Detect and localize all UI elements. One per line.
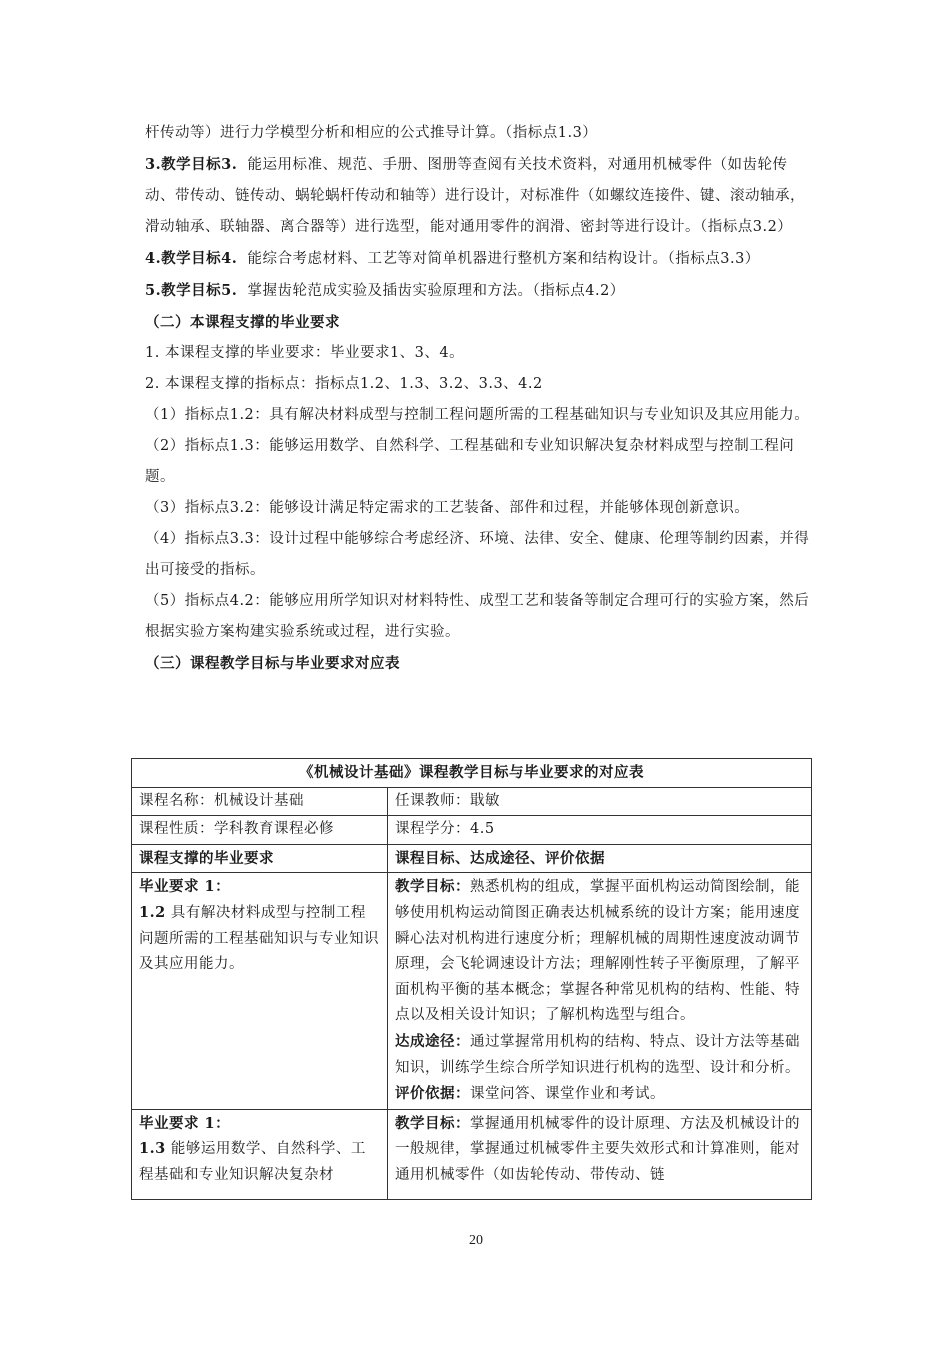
section-heading: （三）课程教学目标与毕业要求对应表 <box>145 655 400 672</box>
indicator-description: 具有解决材料成型与控制工程问题所需的工程基础知识与专业知识及其应用能力。 <box>139 904 379 973</box>
requirement-label: 毕业要求 1： <box>139 1114 231 1132</box>
paragraph: （2）指标点1.3：能够运用数学、自然科学、工程基础和专业知识解决复杂材料成型与控制工程问题。 <box>145 438 795 485</box>
paragraph <box>145 118 813 149</box>
teacher-cell: 任课教师：戢敏 <box>388 787 812 816</box>
goal-cell <box>388 873 812 1109</box>
requirement-cell <box>132 873 388 1109</box>
goal-label: 教学目标： <box>395 878 470 896</box>
paragraph: （1）指标点1.2：具有解决材料成型与控制工程问题所需的工程基础知识与专业知识及其应用能力。 <box>145 407 810 423</box>
paragraph-goal-3 <box>145 149 813 243</box>
table-row <box>132 873 812 1109</box>
indicator-number: 1.3 <box>139 1140 166 1158</box>
section-heading: （二）本课程支撑的毕业要求 <box>145 314 340 331</box>
goal-label: 教学目标： <box>395 1114 470 1132</box>
achievement-path <box>395 1029 804 1081</box>
requirement-label: 毕业要求 1： <box>139 878 231 896</box>
goal-label: 5.教学目标5. <box>145 282 238 299</box>
goal-text: 掌握通用机械零件的设计原理、方法及机械设计的一般规律，掌握通过机械零件主要失效形式和计算准则，能对通用机械零件（如齿轮传动、带传动、链 <box>395 1115 800 1183</box>
indicator-text <box>139 900 380 978</box>
eval-label: 评价依据： <box>395 1085 470 1103</box>
paragraph: （4）指标点3.3：设计过程中能够综合考虑经济、环境、法律、安全、健康、伦理等制约因素，并得出可接受的指标。 <box>145 531 810 578</box>
course-nature-cell: 课程性质：学科教育课程必修 <box>132 816 388 845</box>
teaching-goal <box>395 874 804 1029</box>
credits-cell: 课程学分：4.5 <box>388 816 812 845</box>
goal-text: 熟悉机构的组成，掌握平面机构运动简图绘制，能够使用机构运动简图正确表达机械系统的设计方案；能用速度瞬心法对机构进行速度分析；理解机械的周期性速度波动调节原理，会飞轮调速设计方法；理解刚性转子平衡原理，了解平面机构平衡的基本概念；掌握各种常见机构的结构、性能、特点以及相关设计知识；了解机构选型与组合。 <box>395 879 800 1024</box>
table-title: 《机械设计基础》课程教学目标与毕业要求的对应表 <box>132 759 812 788</box>
evaluation-basis <box>395 1081 804 1108</box>
body-text <box>145 118 813 679</box>
paragraph-text: 杆传动等）进行力学模型分析和相应的公式推导计算。（指标点1.3） <box>145 125 598 141</box>
table-row <box>132 787 812 816</box>
teaching-goal <box>395 1111 804 1187</box>
table-row <box>132 816 812 845</box>
table-row <box>132 1109 812 1200</box>
path-text: 通过掌握常用机构的结构、特点、设计方法等基础知识，训练学生综合所学知识进行机构的选型、设计和分析。 <box>395 1033 800 1076</box>
goal-label: 4.教学目标4. <box>145 250 238 267</box>
course-name-cell: 课程名称：机械设计基础 <box>132 787 388 816</box>
table-row <box>132 844 812 873</box>
header-left-cell: 课程支撑的毕业要求 <box>132 844 388 873</box>
paragraph-text: 能运用标准、规范、手册、图册等查阅有关技术资料，对通用机械零件（如齿轮传动、带传动、链传动、蜗轮蜗杆传动和轴等）进行设计，对标准件（如螺纹连接件、键、滚动轴承，滑动轴承、联轴器、离合器等）进行选型，能对通用零件的润滑、密封等进行设计。（指标点3.2） <box>145 157 805 235</box>
page-number: 20 <box>469 1233 483 1248</box>
paragraph: 2. 本课程支撑的指标点：指标点1.2、1.3、3.2、3.3、4.2 <box>145 376 543 392</box>
indicator-description: 能够运用数学、自然科学、工程基础和专业知识解决复杂材 <box>139 1141 366 1183</box>
requirement-cell <box>132 1109 388 1200</box>
paragraph: （5）指标点4.2：能够应用所学知识对材料特性、成型工艺和装备等制定合理可行的实验方案，然后根据实验方案构建实验系统或过程，进行实验。 <box>145 593 810 640</box>
paragraph: （3）指标点3.2：能够设计满足特定需求的工艺装备、部件和过程，并能够体现创新意识。 <box>145 500 750 516</box>
eval-text: 课堂问答、课堂作业和考试。 <box>470 1086 665 1103</box>
paragraph-goal-4 <box>145 243 813 275</box>
indicator-text <box>139 1136 380 1198</box>
goal-label: 3.教学目标3. <box>145 156 238 173</box>
paragraph-text: 能综合考虑材料、工艺等对简单机器进行整机方案和结构设计。（指标点3.3） <box>247 251 760 267</box>
course-goal-table <box>131 758 812 1200</box>
header-right-cell: 课程目标、达成途径、评价依据 <box>388 844 812 873</box>
goal-cell <box>388 1109 812 1200</box>
paragraph-goal-5 <box>145 275 813 307</box>
indicator-number: 1.2 <box>139 903 166 921</box>
paragraph-text: 掌握齿轮范成实验及插齿实验原理和方法。（指标点4.2） <box>247 283 625 299</box>
path-label: 达成途径： <box>395 1032 470 1050</box>
table-row <box>132 759 812 788</box>
paragraph: 1. 本课程支撑的毕业要求：毕业要求1、3、4。 <box>145 345 465 361</box>
